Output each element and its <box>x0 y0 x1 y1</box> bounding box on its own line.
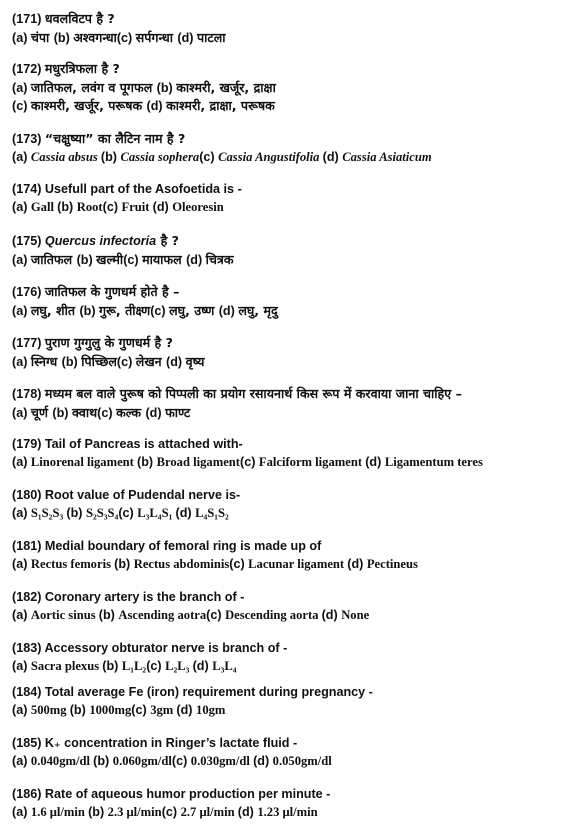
option-text: Pectineus <box>366 556 418 571</box>
question-179 <box>12 436 579 471</box>
question-number: (175) <box>12 234 42 248</box>
question-177 <box>12 334 579 371</box>
option-text: None <box>341 607 370 622</box>
option-text: Ligamentum teres <box>384 454 483 469</box>
options-row <box>12 804 579 822</box>
question-text <box>12 10 579 29</box>
option-text: L₁L₂ <box>121 658 147 673</box>
question-number: (179) <box>12 437 42 451</box>
option-text: 3gm <box>150 702 177 717</box>
option-label: (d) <box>253 753 273 768</box>
option-lines <box>12 29 579 48</box>
question-number: (184) <box>12 685 42 699</box>
option-text: 2.7 μl/min <box>180 804 238 819</box>
option-label: (c) <box>161 804 181 819</box>
question-stem <box>45 182 242 196</box>
option-label: (c) <box>131 702 151 717</box>
question-stem-part: Coronary artery is the branch of - <box>44 590 245 604</box>
question-stem-part: Total average Fe (iron) requirement during pregnancy - <box>44 685 373 699</box>
question-stem <box>45 437 243 451</box>
question-text <box>12 60 579 79</box>
option-text: काश्मरी, द्राक्षा, परूषक <box>166 98 275 114</box>
option-label: (b) <box>52 405 72 420</box>
option-label: (b) <box>69 702 90 717</box>
option-label: (d) <box>175 505 196 520</box>
question-stem-part: Root value of Pudendal nerve is- <box>44 488 241 502</box>
option-text: फाण्ट <box>165 404 191 420</box>
option-text: 1000mg <box>89 702 132 717</box>
option-label: (c) <box>146 658 166 673</box>
option-text: पाटला <box>196 29 226 45</box>
option-label: (c) <box>229 556 249 571</box>
option-text: Cassia Asiaticum <box>342 149 432 164</box>
option-text: 0.050gm/dl <box>272 753 332 768</box>
question-stem <box>45 285 179 299</box>
option-text: Fruit <box>121 199 153 214</box>
options-row <box>12 404 579 423</box>
option-label: (a) <box>12 199 31 214</box>
option-text: 10gm <box>196 702 226 717</box>
question-stem-part: जातिफल के गुणधर्म होते है – <box>44 284 180 299</box>
option-label: (c) <box>116 354 136 369</box>
option-label: (a) <box>12 454 31 469</box>
option-label: (a) <box>12 505 31 520</box>
question-number: (171) <box>12 12 42 26</box>
option-label: (d) <box>237 804 258 819</box>
option-text: Lacunar ligament <box>248 556 348 571</box>
question-text <box>12 334 579 353</box>
options-row <box>12 302 579 321</box>
option-lines <box>12 753 579 771</box>
question-text <box>12 283 579 302</box>
options-row <box>12 149 579 167</box>
option-text: सर्पगन्धा <box>135 29 178 45</box>
question-number: (181) <box>12 539 42 553</box>
question-182 <box>12 589 579 624</box>
question-text <box>12 181 579 199</box>
option-text: 0.060gm/dl <box>112 753 172 768</box>
question-175 <box>12 232 579 269</box>
question-text <box>12 538 579 556</box>
question-stem <box>45 685 373 699</box>
option-text: लेखन <box>135 353 167 369</box>
option-label: (d) <box>177 30 197 45</box>
option-label: (c) <box>97 405 117 420</box>
option-text: 1.6 μl/min <box>30 804 89 819</box>
question-stem <box>45 12 115 26</box>
option-text: वृष्य <box>185 353 205 369</box>
option-text: Ascending aotra <box>118 607 207 622</box>
options-row <box>12 353 579 372</box>
question-stem-part: Tail of Pancreas is attached with- <box>44 437 243 451</box>
question-number: (180) <box>12 488 42 502</box>
option-text: L₂L₃ <box>165 658 193 673</box>
option-label: (c) <box>102 199 122 214</box>
question-stem <box>45 590 244 604</box>
option-text: क्वाथ <box>71 404 98 420</box>
option-label: (a) <box>12 556 31 571</box>
option-label: (c) <box>123 252 143 267</box>
question-number: (177) <box>12 336 42 350</box>
option-text: L₃L₄ <box>212 658 237 673</box>
question-number: (172) <box>12 62 42 76</box>
option-label: (a) <box>12 405 31 420</box>
options-row <box>12 702 579 720</box>
option-text: Linorenal ligament <box>30 454 138 469</box>
question-stem-part: “चक्षुष्या” का लैटिन नाम है ? <box>44 131 186 146</box>
option-text: चित्रक <box>205 251 234 267</box>
option-label: (d) <box>321 607 342 622</box>
option-label: (a) <box>12 303 31 318</box>
option-text: Descending aorta <box>225 607 322 622</box>
option-text: स्निग्ध <box>30 353 62 369</box>
option-text: Cassia Angustifolia <box>218 149 323 164</box>
option-label: (b) <box>76 252 97 267</box>
option-label: (b) <box>114 556 134 571</box>
option-text: 0.030gm/dl <box>190 753 254 768</box>
options-row <box>12 505 579 523</box>
option-lines <box>12 404 579 423</box>
question-186 <box>12 786 579 821</box>
option-label: (b) <box>98 607 119 622</box>
option-label: (c) <box>206 607 226 622</box>
option-label: (a) <box>12 702 31 717</box>
question-stem-part: मधुरत्रिफला है ? <box>44 61 120 76</box>
option-label: (a) <box>12 804 31 819</box>
options-row <box>12 454 579 472</box>
option-text: 500mg <box>30 702 70 717</box>
option-text: Cassia absus <box>30 149 101 164</box>
option-text: गुरू, तीक्ष्ण <box>99 302 151 318</box>
options-row <box>12 97 579 116</box>
question-number: (174) <box>12 182 42 196</box>
options-row <box>12 79 579 98</box>
option-text: Gall <box>30 199 58 214</box>
question-180 <box>12 487 579 522</box>
option-label: (b) <box>88 804 108 819</box>
option-label: (a) <box>12 30 31 45</box>
option-text: Broad ligament <box>156 454 240 469</box>
question-172 <box>12 60 579 116</box>
options-row <box>12 199 579 217</box>
option-text: S₂S₃S₄ <box>85 505 119 520</box>
option-label: (d) <box>322 149 343 164</box>
option-lines <box>12 556 579 574</box>
option-label: (d) <box>192 658 213 673</box>
question-stem <box>45 736 297 750</box>
question-stem-part: मध्यम बल वाले पुरूष को पिप्पली का प्रयोग रसायनार्थ किस रूप में करवाया जाना चाहिए – <box>44 386 462 401</box>
option-lines <box>12 804 579 822</box>
options-row <box>12 556 579 574</box>
options-row <box>12 753 579 771</box>
option-text: L₃L₄S₁ <box>137 505 176 520</box>
question-number: (183) <box>12 641 42 655</box>
option-text: S₁S₂S₃ <box>30 505 67 520</box>
option-label: (d) <box>166 354 186 369</box>
question-number: (173) <box>12 132 42 146</box>
option-text: काश्मरी, खर्जूर, परूषक <box>30 98 147 114</box>
question-text <box>12 786 579 804</box>
options-row <box>12 251 579 270</box>
option-label: (d) <box>365 454 385 469</box>
option-label: (b) <box>100 149 121 164</box>
option-label: (d) <box>186 252 206 267</box>
option-label: (c) <box>150 303 170 318</box>
option-lines <box>12 505 579 523</box>
question-number: (182) <box>12 590 42 604</box>
option-lines <box>12 607 579 625</box>
question-184 <box>12 684 579 719</box>
option-label: (a) <box>12 753 31 768</box>
option-label: (a) <box>12 354 31 369</box>
option-label: (d) <box>347 556 367 571</box>
option-lines <box>12 199 579 217</box>
option-text: Rectus femoris <box>30 556 115 571</box>
option-text: Root <box>76 199 103 214</box>
question-text <box>12 640 579 658</box>
option-lines <box>12 702 579 720</box>
question-number: (186) <box>12 787 42 801</box>
question-number: (176) <box>12 285 42 299</box>
options-row <box>12 29 579 48</box>
option-text: खल्मी <box>96 251 124 267</box>
question-number: (178) <box>12 387 42 401</box>
option-label: (d) <box>218 303 239 318</box>
question-stem <box>45 488 240 502</box>
option-text: काश्मरी, खर्जूर, द्राक्षा <box>176 79 276 95</box>
question-181 <box>12 538 579 573</box>
question-text <box>12 487 579 505</box>
option-text: अश्वगन्धा <box>73 29 117 45</box>
option-lines <box>12 658 579 676</box>
question-stem-part: है ? <box>156 233 179 248</box>
question-stem-part: पुराण गुग्गुलु के गुणधर्म है ? <box>44 335 173 350</box>
option-label: (a) <box>12 252 31 267</box>
option-label: (b) <box>102 658 122 673</box>
question-174 <box>12 181 579 216</box>
option-lines <box>12 302 579 321</box>
option-text: Rectus abdominis <box>133 556 230 571</box>
option-label: (b) <box>137 454 157 469</box>
option-text: Sacra plexus <box>30 658 103 673</box>
question-stem <box>45 387 462 401</box>
option-text: 1.23 μl/min <box>257 804 318 819</box>
question-stem-part: Quercus infectoria <box>44 234 157 248</box>
option-label: (d) <box>176 702 197 717</box>
option-label: (b) <box>61 354 82 369</box>
options-row <box>12 607 579 625</box>
option-text: Aortic sinus <box>30 607 99 622</box>
question-stem <box>45 336 173 350</box>
option-text: जातिफल <box>30 251 77 267</box>
question-171 <box>12 10 579 47</box>
option-text: चूर्ण <box>30 404 53 420</box>
question-stem <box>45 539 321 553</box>
question-stem <box>45 132 185 146</box>
question-text <box>12 589 579 607</box>
option-text: कल्क <box>116 404 146 420</box>
option-label: (b) <box>79 303 100 318</box>
option-label: (c) <box>240 454 259 469</box>
question-stem-part: Usefull part of the Asofoetida is - <box>44 182 242 196</box>
option-text: मायाफल <box>142 251 187 267</box>
question-text <box>12 232 579 251</box>
options-row <box>12 658 579 676</box>
option-label: (d) <box>152 199 173 214</box>
option-label: (a) <box>12 80 31 95</box>
question-number: (185) <box>12 736 42 750</box>
question-stem-part: Medial boundary of femoral ring is made up of <box>44 539 322 553</box>
option-label: (a) <box>12 149 31 164</box>
option-lines <box>12 149 579 167</box>
question-text <box>12 130 579 149</box>
question-stem <box>45 787 330 801</box>
option-label: (a) <box>12 658 31 673</box>
question-stem-part: Accessory obturator nerve is branch of - <box>44 641 288 655</box>
option-text: 0.040gm/dl <box>30 753 94 768</box>
option-text: Oleoresin <box>172 199 224 214</box>
option-label: (c) <box>12 99 31 114</box>
question-stem-part: धवलविटप है ? <box>44 11 115 26</box>
option-label: (c) <box>116 30 136 45</box>
option-lines <box>12 251 579 270</box>
question-stem <box>45 234 179 248</box>
question-176 <box>12 283 579 320</box>
question-183 <box>12 640 579 675</box>
question-185 <box>12 735 579 770</box>
option-label: (c) <box>199 149 219 164</box>
question-text <box>12 385 579 404</box>
option-text: लघु, उष्ण <box>169 302 219 318</box>
option-text: L₄S₁S₂ <box>195 505 229 520</box>
question-text <box>12 735 579 753</box>
question-stem <box>44 641 287 655</box>
option-text: पिच्छिल <box>81 353 117 369</box>
option-text: लघु, शीत <box>30 302 80 318</box>
option-label: (b) <box>53 30 74 45</box>
option-lines <box>12 79 579 116</box>
option-text: Cassia sophera <box>120 149 200 164</box>
question-text <box>12 684 579 702</box>
option-label: (d) <box>146 99 167 114</box>
option-text: लघु, मृदु <box>238 302 278 318</box>
option-text: जातिफल, लवंग व पूगफल <box>30 79 157 95</box>
option-lines <box>12 353 579 372</box>
question-173 <box>12 130 579 166</box>
question-text <box>12 436 579 454</box>
option-text: चंपा <box>30 29 54 45</box>
option-label: (b) <box>156 80 177 95</box>
option-text: 2.3 μl/min <box>107 804 162 819</box>
option-label: (b) <box>93 753 113 768</box>
option-label: (d) <box>145 405 166 420</box>
question-stem-part: Rate of aqueous humor production per minute - <box>44 787 331 801</box>
option-text: Falciform ligament <box>258 454 366 469</box>
option-label: (a) <box>12 607 31 622</box>
question-stem-part: K₊ concentration in Ringer’s lactate fluid - <box>44 736 298 750</box>
option-label: (c) <box>171 753 191 768</box>
option-label: (b) <box>66 505 86 520</box>
option-label: (c) <box>118 505 138 520</box>
option-label: (b) <box>57 199 77 214</box>
question-178 <box>12 385 579 422</box>
question-stem <box>45 62 120 76</box>
option-lines <box>12 454 579 472</box>
